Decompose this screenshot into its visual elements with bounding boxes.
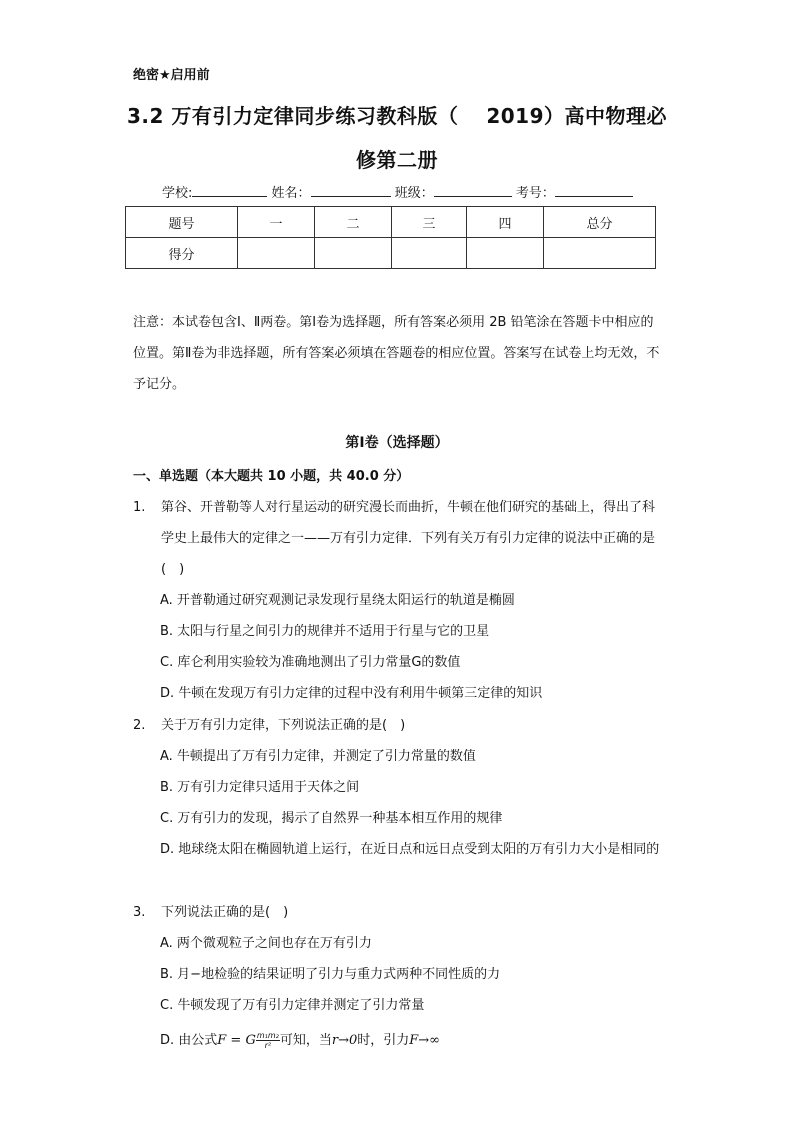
- number-label: 考号：: [515, 186, 555, 201]
- formula-result: F→∞: [409, 1033, 441, 1048]
- score-header-cell: 总分: [544, 207, 656, 238]
- score-cell[interactable]: [392, 238, 467, 269]
- question-stem: 关于万有引力定律，下列说法正确的是( ): [161, 718, 406, 733]
- score-header-cell: 二: [315, 207, 392, 238]
- question-1: [133, 492, 663, 585]
- option-d[interactable]: D. 牛顿在发现万有引力定律的过程中没有利用牛顿第三定律的知识: [160, 686, 543, 701]
- option-d[interactable]: D. 地球绕太阳在椭圆轨道上运行，在近日点和远日点受到太阳的万有引力大小是相同的: [160, 842, 660, 857]
- name-blank: [311, 184, 391, 197]
- score-header-cell: 三: [392, 207, 467, 238]
- score-cell[interactable]: [315, 238, 392, 269]
- part-title: 一、单选题（本大题共 10 小题，共 40.0 分）: [133, 469, 410, 484]
- option-d-suffix: 时，引力: [357, 1033, 410, 1048]
- option-c[interactable]: C. 牛顿发现了万有引力定律并测定了引力常量: [160, 998, 425, 1013]
- question-3: [133, 897, 663, 928]
- option-c[interactable]: C. 万有引力的发现，揭示了自然界一种基本相互作用的规律: [160, 811, 503, 826]
- score-header-cell: 一: [238, 207, 315, 238]
- confidential-label: 绝密★启用前: [133, 68, 210, 83]
- option-a[interactable]: A. 牛顿提出了万有引力定律，并测定了引力常量的数值: [160, 749, 476, 764]
- school-blank: [192, 184, 267, 197]
- question-stem: 下列说法正确的是( ): [161, 905, 289, 920]
- score-header-cell: 题号: [126, 207, 238, 238]
- option-b[interactable]: B. 太阳与行星之间引力的规律并不适用于行星与它的卫星: [160, 624, 490, 639]
- option-a[interactable]: A. 两个微观粒子之间也存在万有引力: [160, 936, 372, 951]
- score-cell[interactable]: [467, 238, 544, 269]
- class-label: 班级：: [394, 186, 434, 201]
- question-stem: 第谷、开普勒等人对行星运动的研究漫长而曲折，牛顿在他们研究的基础上，得出了科学史上最伟大的定律之一——万有引力定律．下列有关万有引力定律的说法中正确的是( ): [161, 500, 656, 577]
- score-row-label: 得分: [126, 238, 238, 269]
- exam-title-line2: 修第二册: [356, 148, 438, 172]
- formula-fraction: [256, 1031, 280, 1050]
- exam-title-line1: 3.2 万有引力定律同步练习教科版（ 2019）高中物理必: [126, 104, 668, 128]
- student-info-line: [162, 182, 633, 201]
- section-title: 第Ⅰ卷（选择题）: [345, 435, 449, 451]
- option-d[interactable]: [160, 1025, 670, 1056]
- score-table-score-row: [126, 238, 656, 269]
- score-cell[interactable]: [238, 238, 315, 269]
- fraction-denominator: r²: [264, 1041, 272, 1050]
- question-2: [133, 710, 663, 741]
- option-d-middle: 可知，当: [279, 1033, 332, 1048]
- score-cell[interactable]: [544, 238, 656, 269]
- name-label: 姓名：: [271, 186, 311, 201]
- option-b[interactable]: B. 万有引力定律只适用于天体之间: [160, 780, 360, 795]
- class-blank: [434, 184, 512, 197]
- score-table: [125, 206, 656, 269]
- option-d-prefix: D. 由公式: [160, 1033, 218, 1048]
- score-header-cell: 四: [467, 207, 544, 238]
- score-table-header-row: [126, 207, 656, 238]
- fraction-numerator: m₁m₂: [256, 1031, 279, 1040]
- option-b[interactable]: B. 月−地检验的结果证明了引力与重力式两种不同性质的力: [160, 967, 501, 982]
- question-number: 3.: [133, 905, 146, 920]
- formula-condition: r→0: [331, 1033, 358, 1048]
- formula-lhs: F = G: [217, 1033, 256, 1048]
- question-number: 1.: [133, 500, 146, 515]
- question-number: 2.: [133, 718, 146, 733]
- exam-notice: 注意：本试卷包含Ⅰ、Ⅱ两卷。第Ⅰ卷为选择题，所有答案必须用 2B 铅笔涂在答题卡中相应的位置。第Ⅱ卷为非选择题，所有答案必须填在答题卷的相应位置。答案写在试卷上均无效，不予记分。: [133, 315, 660, 392]
- school-label: 学校:: [162, 186, 193, 201]
- option-a[interactable]: A. 开普勒通过研究观测记录发现行星绕太阳运行的轨道是椭圆: [160, 593, 515, 608]
- option-c[interactable]: C. 库仑利用实验较为准确地测出了引力常量G的数值: [160, 655, 461, 670]
- number-blank: [555, 184, 633, 197]
